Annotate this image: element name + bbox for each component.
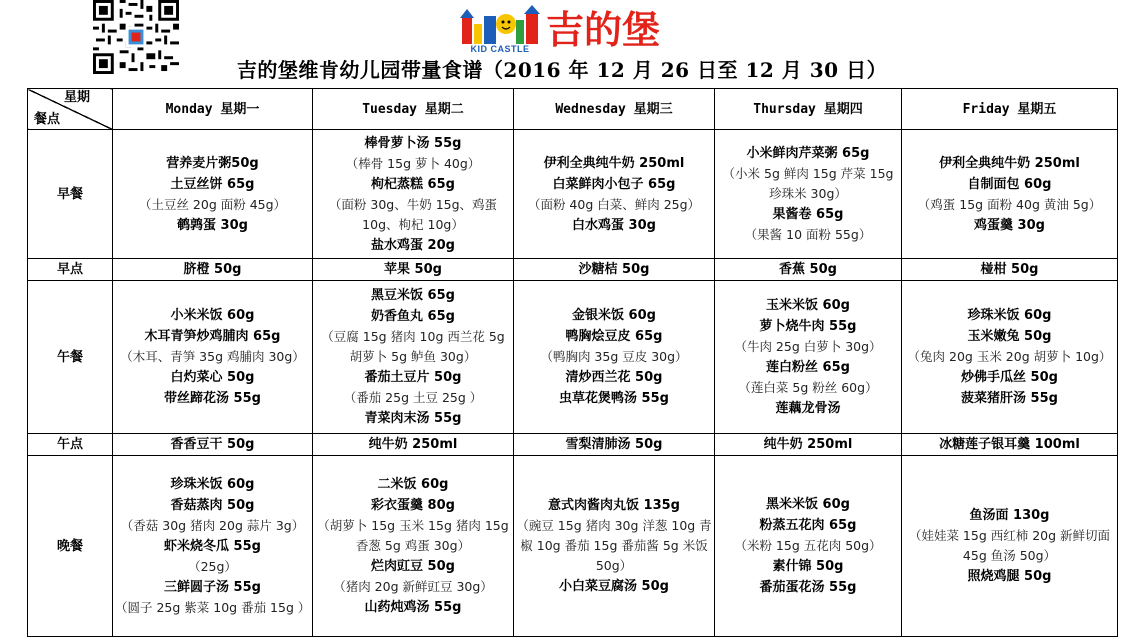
menu-cell-wednesday (514, 259, 715, 281)
menu-cell-friday (902, 434, 1118, 456)
dish-name: 果酱卷 65g (772, 207, 844, 222)
dish-name: 青菜肉末汤 55g (364, 411, 462, 426)
dish-name: 奶香鱼丸 65g (371, 309, 455, 324)
dish-name: 土豆丝饼 65g (170, 176, 255, 192)
menu-cell-wednesday (514, 456, 715, 637)
ingredient-note: （鸡蛋 15g 面粉 40g 黄油 5g） (917, 196, 1102, 212)
menu-cell-thursday (715, 281, 902, 434)
dish-name: 彩衣蛋羹 80g (371, 498, 455, 513)
menu-cell-tuesday (313, 259, 514, 281)
menu-cell-friday (902, 456, 1118, 637)
dish-name: 小米米饭 60g (170, 308, 255, 323)
menu-cell-monday (113, 456, 313, 637)
menu-cell-friday (902, 281, 1118, 434)
menu-cell-tuesday (313, 281, 514, 434)
dish-name: 小白菜豆腐汤 50g (559, 579, 669, 594)
ingredient-note: （牛肉 25g 白萝卜 30g） (734, 339, 882, 354)
dish-name: 珍珠米饭 60g (967, 308, 1052, 323)
day-header-thursday: Thursday 星期四 (715, 89, 902, 130)
dish-name: 照烧鸡腿 50g (967, 569, 1052, 584)
dish-name: 沙糖桔 50g (578, 262, 650, 277)
menu-cell-monday (113, 281, 313, 434)
day-header-monday: Monday 星期一 (113, 89, 313, 130)
dish-name: 烂肉豇豆 50g (371, 559, 455, 574)
menu-cell-thursday (715, 130, 902, 259)
menu-cell-thursday (715, 434, 902, 456)
ingredient-note: （25g） (188, 559, 237, 574)
dish-name: 枸杞蒸糕 65g (371, 176, 455, 192)
meal-row (28, 456, 1118, 637)
menu-cell-wednesday (514, 434, 715, 456)
dish-name: 玉米米饭 60g (766, 298, 850, 313)
day-header-tuesday: Tuesday 星期二 (313, 89, 514, 130)
dish-name: 鱼汤面 130g (969, 508, 1050, 523)
dish-name: 萝卜烧牛肉 55g (759, 319, 857, 334)
ingredient-note: （土豆丝 20g 面粉 45g） (138, 196, 287, 212)
dish-name: 盐水鸡蛋 20g (371, 237, 455, 253)
ingredient-note: （豌豆 15g 猪肉 30g 洋葱 10g 青椒 10g 番茄 15g 番茄酱 5g 米饭 50g） (516, 518, 712, 573)
corner-header-cell (28, 89, 113, 130)
header-row (28, 89, 1118, 130)
dish-name: 椪柑 50g (980, 262, 1039, 277)
dish-name: 珍珠米饭 60g (170, 477, 255, 492)
meal-label: 午点 (28, 434, 113, 456)
meal-label: 晚餐 (28, 456, 113, 637)
menu-table-body (28, 89, 1118, 637)
ingredient-note: （木耳、青笋 35g 鸡脯肉 30g） (120, 349, 305, 364)
menu-cell-monday (113, 130, 313, 259)
meal-row (28, 434, 1118, 456)
meal-row (28, 281, 1118, 434)
dish-name: 粉蒸五花肉 65g (759, 518, 857, 533)
dish-name: 伊利全典纯牛奶 250ml (543, 155, 685, 171)
menu-cell-monday (113, 259, 313, 281)
dish-name: 白菜鲜肉小包子 65g (552, 176, 676, 192)
menu-cell-friday (902, 130, 1118, 259)
ingredient-note: （番茄 25g 土豆 25g ） (343, 390, 483, 405)
dish-name: 香蕉 50g (779, 262, 837, 277)
menu-cell-tuesday (313, 456, 514, 637)
logo-text-en: KID CASTLE (470, 44, 530, 54)
dish-name: 木耳青笋炒鸡脯肉 65g (144, 329, 281, 344)
kid-castle-logo (458, 4, 668, 56)
dish-name: 营养麦片粥50g (166, 155, 259, 171)
meal-row (28, 259, 1118, 281)
menu-cell-friday (902, 259, 1118, 281)
dish-name: 雪梨清肺汤 50g (565, 437, 663, 452)
day-header-friday: Friday 星期五 (902, 89, 1118, 130)
menu-cell-tuesday (313, 434, 514, 456)
menu-cell-wednesday (514, 281, 715, 434)
meal-label: 早点 (28, 259, 113, 281)
dish-name: 番茄土豆片 50g (364, 370, 462, 385)
dish-name: 二米饭 60g (377, 477, 449, 492)
ingredient-note: （面粉 40g 白菜、鲜肉 25g） (527, 196, 701, 212)
ingredient-note: （莲白菜 5g 粉丝 60g） (738, 380, 878, 395)
ingredient-note: （果酱 10 面粉 55g） (744, 227, 872, 242)
dish-name: 纯牛奶 250ml (368, 437, 458, 452)
dish-name: 苹果 50g (384, 262, 442, 277)
ingredient-note: （猪肉 20g 新鲜豇豆 30g） (333, 579, 493, 594)
menu-cell-thursday (715, 456, 902, 637)
dish-name: 莲藕龙骨汤 (775, 401, 841, 416)
dish-name: 金银米饭 60g (572, 308, 656, 323)
dish-name: 意式肉酱肉丸饭 135g (548, 498, 680, 513)
corner-meal-label: 餐点 (34, 112, 61, 127)
dish-name: 纯牛奶 250ml (763, 437, 853, 452)
menu-cell-thursday (715, 259, 902, 281)
menu-cell-wednesday (514, 130, 715, 259)
ingredient-note: （香菇 30g 猪肉 20g 蒜片 3g） (120, 518, 305, 533)
dish-name: 白水鸡蛋 30g (572, 217, 656, 233)
meal-label: 午餐 (28, 281, 113, 434)
dish-name: 菠菜猪肝汤 55g (961, 391, 1058, 406)
dish-name: 莲白粉丝 65g (766, 360, 850, 375)
dish-name: 黑米米饭 60g (766, 497, 850, 512)
meal-row (28, 130, 1118, 259)
ingredient-note: （胡萝卜 15g 玉米 15g 猪肉 15g 香葱 5g 鸡蛋 30g） (317, 518, 509, 553)
dish-name: 带丝蹄花汤 55g (164, 391, 261, 406)
menu-cell-tuesday (313, 130, 514, 259)
meal-label: 早餐 (28, 130, 113, 259)
dish-name: 鹌鹑蛋 30g (177, 217, 248, 233)
ingredient-note: （小米 5g 鲜肉 15g 芹菜 15g 珍珠米 30g） (722, 166, 894, 201)
ingredient-note: （圆子 25g 紫菜 10g 番茄 15g ） (115, 600, 311, 615)
ingredient-note: （棒骨 15g 萝卜 40g） (345, 155, 481, 171)
ingredient-note: （米粉 15g 五花肉 50g） (734, 538, 882, 553)
logo-text-cn: 吉的堡 (546, 8, 661, 52)
dish-name: 番茄蛋花汤 55g (759, 580, 857, 595)
dish-name: 棒骨萝卜汤 55g (364, 135, 462, 151)
dish-name: 伊利全典纯牛奶 250ml (939, 155, 1080, 171)
dish-name: 自制面包 60g (967, 176, 1052, 192)
dish-name: 冰糖莲子银耳羹 100ml (939, 437, 1080, 452)
dish-name: 香香豆干 50g (170, 437, 255, 452)
dish-name: 清炒西兰花 50g (565, 370, 663, 385)
menu-table (27, 88, 1118, 637)
dish-name: 炒佛手瓜丝 50g (961, 370, 1058, 385)
corner-weekday-label: 星期 (63, 90, 90, 105)
day-header-wednesday: Wednesday 星期三 (514, 89, 715, 130)
dish-name: 黑豆米饭 65g (371, 288, 455, 303)
dish-name: 山药炖鸡汤 55g (364, 600, 462, 615)
ingredient-note: （兔肉 20g 玉米 20g 胡萝卜 10g） (907, 349, 1112, 364)
ingredient-note: （鸭胸肉 35g 豆皮 30g） (540, 349, 688, 364)
ingredient-note: （面粉 30g、牛奶 15g、鸡蛋 10g、枸杞 10g） (328, 196, 498, 232)
dish-name: 脐橙 50g (183, 262, 242, 277)
page-title: 吉的堡维肯幼儿园带量食谱（2016 年 12 月 26 日至 12 月 30 日） (236, 58, 888, 82)
dish-name: 鸡蛋羹 30g (974, 217, 1045, 233)
dish-name: 鸭胸烩豆皮 65g (565, 329, 663, 344)
dish-name: 玉米嫩兔 50g (967, 329, 1052, 344)
menu-cell-monday (113, 434, 313, 456)
dish-name: 虾米烧冬瓜 55g (164, 539, 261, 554)
dish-name: 三鲜圆子汤 55g (164, 580, 261, 595)
dish-name: 小米鲜肉芹菜粥 65g (746, 146, 870, 161)
dish-name: 虫草花煲鸭汤 55g (559, 391, 669, 406)
ingredient-note: （豆腐 15g 猪肉 10g 西兰花 5g 胡萝卜 5g 鲈鱼 30g） (321, 329, 505, 364)
dish-name: 香菇蒸肉 50g (170, 498, 255, 513)
dish-name: 白灼菜心 50g (170, 370, 255, 385)
dish-name: 素什锦 50g (772, 559, 844, 574)
ingredient-note: （娃娃菜 15g 西红柿 20g 新鲜切面 45g 鱼汤 50g） (908, 528, 1111, 563)
